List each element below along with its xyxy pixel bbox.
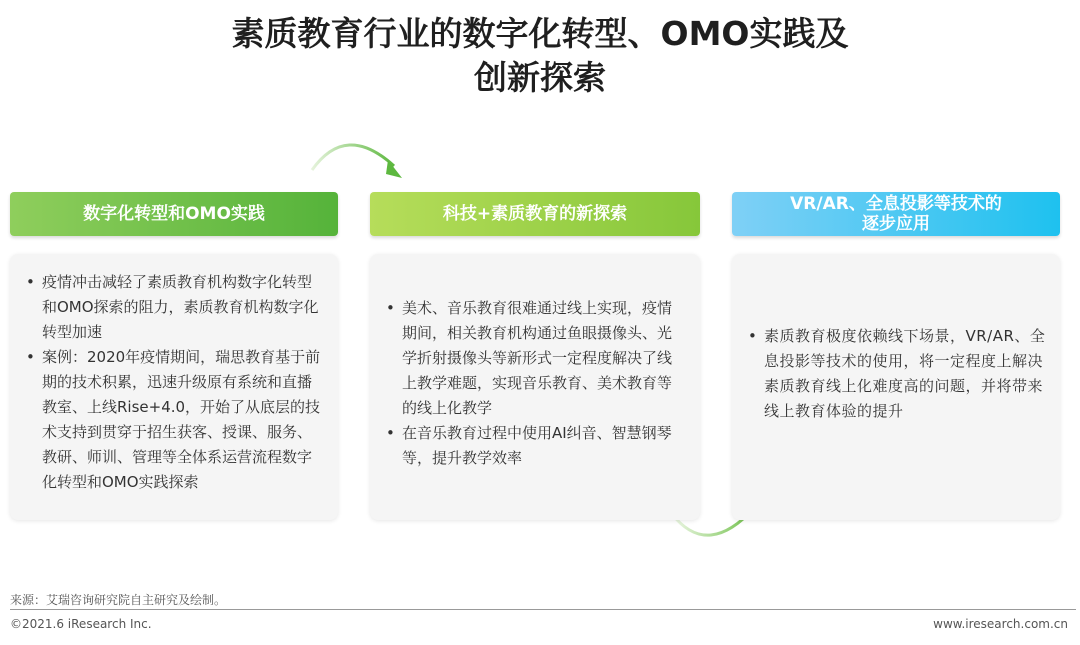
content-card-vr-ar [732,254,1060,520]
page-title-line2: 创新探索 [474,58,606,97]
page-title [0,12,1080,100]
column-header-vr-ar [732,192,1060,236]
page-title-line1: 素质教育行业的数字化转型、OMO实践及 [231,14,849,53]
website-link[interactable]: www.iresearch.com.cn [933,617,1068,631]
column-header-tech-exploration [370,192,700,236]
footer-divider [10,609,1076,610]
column-header-label-line2: 逐步应用 [861,214,930,234]
list-item-text: 在音乐教育过程中使用AI纠音、智慧钢琴等，提升教学效率 [402,424,672,467]
copyright-text: ©2021.6 iResearch Inc. [10,617,152,631]
list-item [746,324,1046,424]
list-item-text: 疫情冲击减轻了素质教育机构数字化转型和OMO探索的阻力，素质教育机构数字化转型加速 [42,273,319,341]
column-header-label-line1: VR/AR、全息投影等技术的 [790,194,1002,214]
bullet-icon: • [748,327,758,345]
list-item [24,345,324,495]
source-note: 来源：艾瑞咨询研究院自主研究及绘制。 [10,593,227,607]
column-header-label: 科技+素质教育的新探索 [442,204,628,224]
bullet-icon: • [26,273,35,291]
list-item [384,296,686,421]
bullet-icon: • [386,424,395,442]
list-item [24,270,324,345]
bullet-icon: • [386,299,395,317]
list-item-text: 素质教育极度依赖线下场景，VR/AR、全息投影等技术的使用，将一定程度上解决素质教育线上化难度高的问题，并将带来线上教育体验的提升 [764,327,1046,420]
list-item-text: 美术、音乐教育很难通过线上实现，疫情期间，相关教育机构通过鱼眼摄像头、光学折射摄像头等新形式一定程度解决了线上教学难题，实现音乐教育、美术教育等的线上化教学 [402,299,673,417]
list-item [384,421,686,471]
content-card-digital-omo [10,254,338,520]
content-card-tech-exploration [370,254,700,520]
list-item-text: 案例：2020年疫情期间，瑞思教育基于前期的技术积累，迅速升级原有系统和直播教室、上线Rise+4.0，开始了从底层的技术支持到贯穿于招生获客、授课、服务、教研、师训、管理等全体系运营流程数字化转型和OMO实践探索 [42,348,321,491]
curved-arrow-top-icon [306,130,406,182]
bullet-icon: • [26,348,35,366]
column-header-label: 数字化转型和OMO实践 [83,204,265,224]
column-header-digital-omo [10,192,338,236]
